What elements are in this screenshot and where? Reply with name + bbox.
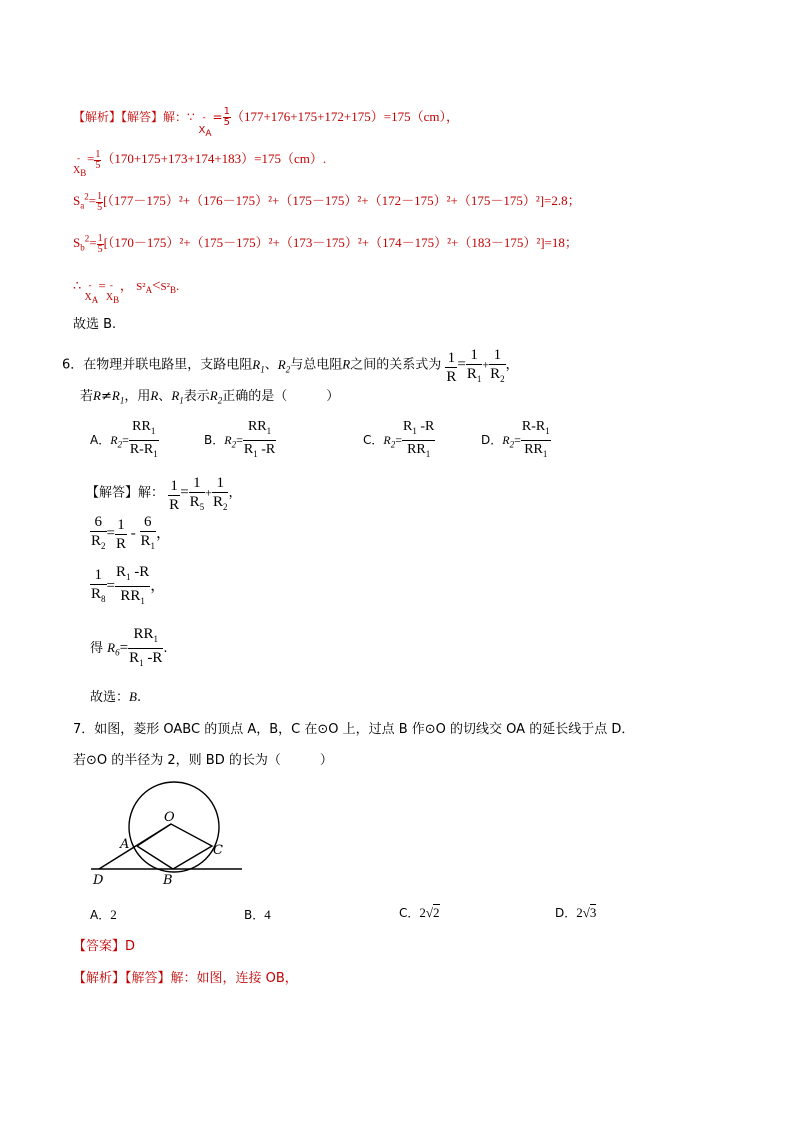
q6-number: 6: [62, 357, 71, 373]
q7-answer: 【答案】D: [73, 939, 136, 954]
label-c: C: [213, 843, 223, 858]
q5-line5-conclusion: ∴ - $X_A$ = - $X_B$ ， $S^2_A<S^2_B$.: [73, 278, 180, 305]
q7-stem-line1: 7．如图，菱形 OABC 的顶点 A，B，C 在⊙O 上，过点 B 作⊙O 的切线交 OA 的延长线于点 D．: [73, 722, 635, 737]
q7-stem-line2: 若⊙O 的半径为 2，则 BD 的长为（ ）: [73, 753, 333, 768]
q6-solution-step1: 【解答】解： $\frac{1}{R}$ = $\frac{1}{R_5}$ + $\frac{1}{R_2}$ ，: [86, 472, 241, 514]
q6-option-d[interactable]: D．$R_2=$ $\frac{R-R_1}{RR_1}$: [481, 418, 551, 463]
xbar-b-expression: （170+175+173+174+183）=175（cm）.: [101, 151, 327, 166]
q6-choice: 故选：B.: [90, 689, 142, 705]
q7-option-b[interactable]: B．4: [244, 907, 271, 922]
circle-o: [129, 782, 219, 872]
q6-solution-step2: $\frac{6}{R_2}$ = $\frac{1}{R}$ - $\frac{6}{R_1}$ ，: [90, 513, 171, 555]
label-d: D: [93, 873, 104, 888]
q5-line2: - $X_B$ = $\frac{1}{5}$ （170+175+173+174+183）=175（cm）.: [73, 148, 327, 178]
q5-line4-variance-b: $S_b^2=$ $\frac{1}{5}$ [（170－175）²+（175－175）²+（173－175）²+（174－175）²+（183－175）²]=18；: [73, 232, 578, 255]
q5-choice: 故选 B.: [73, 317, 117, 332]
rhombus-oabc: [137, 824, 212, 869]
q5-line1: 【解析】【解答】解：∵ - $X_A$ = $\frac{1}{5}$ （177+176+175+172+175）=175（cm），: [73, 106, 459, 139]
q6-stem: 6．在物理并联电路里，支路电阻$R_1$、$R_2$与总电阻R之间的关系式为 $\frac{1}{R}$ = $\frac{1}{R_1}$ + $\frac{1}{R_2}$ ，: [62, 344, 519, 386]
label-o: O: [164, 810, 175, 825]
q7-analysis: 【解析】【解答】解：如图，连接 OB，: [73, 971, 298, 986]
q7-option-d[interactable]: D．2√3: [555, 905, 597, 920]
q5-line3-variance-a: $S_a^2=$ $\frac{1}{5}$ [（177－175）²+（176－175）²+（175－175）²+（172－175）²+（175－175）²]=2.8；: [73, 190, 581, 213]
q6-option-b[interactable]: B．$R_2=$ $\frac{RR_1}{R_1 -R}$: [204, 418, 276, 463]
q7-option-a[interactable]: A．2: [90, 907, 117, 922]
q6-condition: 若$R\ne R_1$，用R、$R_1$表示$R_2$正确的是（ ）: [80, 388, 340, 406]
variance-b-expression: [（170－175）²+（175－175）²+（173－175）²+（174－175）²+（183－175）²]=18；: [103, 235, 578, 250]
label-a: A: [120, 837, 130, 852]
analysis-tag: 【解析】【解答】: [73, 110, 164, 124]
q7-geometry-figure: [85, 780, 250, 890]
q6-solution-step3: $\frac{1}{R_8}$ = $\frac{R_1 -R}{RR_1}$ ，: [90, 563, 165, 610]
q6-option-c[interactable]: C．$R_2=$ $\frac{R_1 -R}{RR_1}$: [363, 418, 435, 463]
variance-a-expression: [（177－175）²+（176－175）²+（175－175）²+（172－175）²+（175－175）²]=2.8；: [103, 193, 581, 208]
xbar-a-expression: （177+176+175+172+175）=175（cm），: [230, 109, 459, 124]
q6-option-a[interactable]: A．$R_2=$ $\frac{RR_1}{R-R_1}$: [90, 418, 159, 463]
q6-solution-step4: 得 $R_6=$ $\frac{RR_1}{R_1 -R}$ .: [90, 625, 167, 672]
label-b: B: [163, 873, 173, 888]
q7-option-c[interactable]: C．2√2: [399, 905, 440, 920]
